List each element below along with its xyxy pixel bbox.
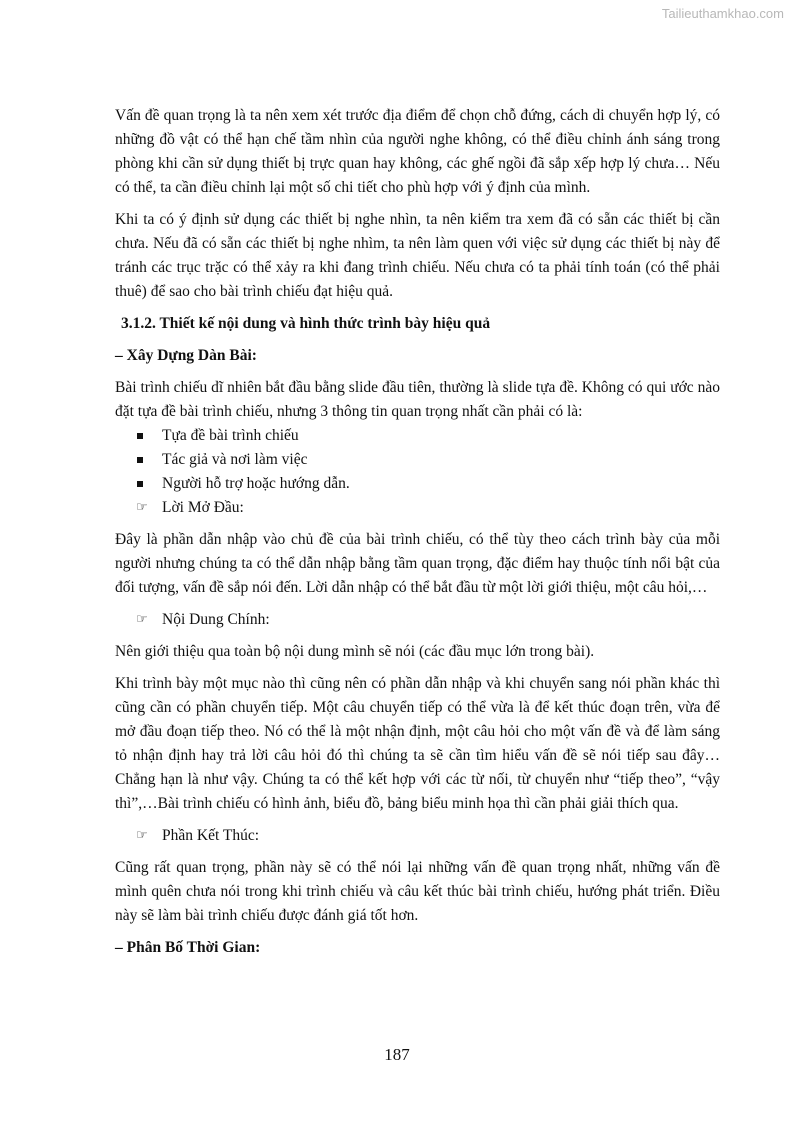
paragraph-venue: Vấn đề quan trọng là ta nên xem xét trước địa điểm để chọn chỗ đứng, cách di chuyển hợp lý, có những đồ vật có thể hạn chế tầm nhìn của người nghe không, có thể điều chỉnh ánh sáng trong phòng khi cần sử dụng thiết bị trực quan hay không, các ghế ngồi đã sắp xếp hợp lý chưa… Nếu có thể, ta cần điều chỉnh lại một số chi tiết cho phù hợp với ý định của mình. xyxy=(115,107,720,196)
pointing-hand-icon: ☞ xyxy=(136,612,148,627)
subsection-phan-ket-thuc xyxy=(115,824,720,848)
list-item-text: Người hỗ trợ hoặc hướng dẫn. xyxy=(162,475,350,492)
heading-xay-dung-dan-bai: – Xây Dựng Dàn Bài: xyxy=(115,347,257,364)
subsection-label: Lời Mở Đầu: xyxy=(162,499,244,516)
square-bullet-icon xyxy=(137,433,143,439)
list-item xyxy=(115,424,720,448)
paragraph-conclusion: Cũng rất quan trọng, phần này sẽ có thể nói lại những vấn đề quan trọng nhất, những vấn đề mình quên chưa nói trong khi trình chiếu và câu kết thúc bài trình chiếu, hướng phát triển. Điều này sẽ làm bài trình chiếu được đánh giá tốt hơn. xyxy=(115,859,720,924)
page-number: 187 xyxy=(384,1045,410,1064)
paragraph-main-content: Nên giới thiệu qua toàn bộ nội dung mình sẽ nói (các đầu mục lớn trong bài). xyxy=(115,643,595,660)
heading-phan-bo-thoi-gian: – Phân Bố Thời Gian: xyxy=(115,939,261,956)
subsection-noi-dung-chinh xyxy=(115,608,720,632)
list-item-text: Tác giả và nơi làm việc xyxy=(162,451,308,468)
list-item xyxy=(115,448,720,472)
list-item xyxy=(115,472,720,496)
watermark: Tailieuthamkhao.com xyxy=(661,6,784,21)
subsection-label: Phần Kết Thúc: xyxy=(162,827,260,844)
square-bullet-icon xyxy=(137,457,143,463)
paragraph-equipment: Khi ta có ý định sử dụng các thiết bị nghe nhìn, ta nên kiểm tra xem đã có sẵn các thiết bị cần chưa. Nếu đã có sẵn các thiết bị nghe nhìm, ta nên làm quen với việc sử dụng các thiết bị này để tránh các trục trặc có thể xảy ra khi đang trình chiếu. Nếu chưa có ta phải tính toán (có thể phải thuê) để sao cho bài trình chiếu đạt hiệu quả. xyxy=(115,211,720,300)
square-bullet-icon xyxy=(137,481,143,487)
paragraph-transitions: Khi trình bày một mục nào thì cũng nên có phần dẫn nhập và khi chuyển sang nói phần khác thì cũng cần có phần chuyển tiếp. Một câu chuyển tiếp có thể vừa là để kết thúc đoạn trên, vừa để mở đầu đoạn tiếp theo. Nó có thể là một nhận định, một câu hỏi cho một vấn đề và để làm sáng tỏ nhận định hay trả lời câu hỏi đó thì chúng ta sẽ cần tìm hiểu vấn đề sẽ nói tiếp sau đây…Chẳng hạn là như vậy. Chúng ta có thể kết hợp với các từ nối, từ chuyển như “tiếp theo”, “vậy thì”,…Bài trình chiếu có hình ảnh, biểu đồ, bảng biểu minh họa thì cần phải giải thích qua. xyxy=(115,675,720,812)
bullet-list xyxy=(115,424,720,496)
list-item-text: Tựa đề bài trình chiếu xyxy=(162,427,299,444)
page-content xyxy=(115,104,720,968)
paragraph-introduction: Đây là phần dẫn nhập vào chủ đề của bài trình chiếu, có thể tùy theo cách trình bày của mỗi người nhưng chúng ta có thể dẫn nhập bằng tầm quan trọng, đặc điểm hay thuộc tính nổi bật của đối tượng, vấn đề sắp nói đến. Lời dẫn nhập có thể bắt đầu từ một lời giới thiệu, một câu hỏi,… xyxy=(115,531,720,596)
pointing-hand-icon: ☞ xyxy=(136,828,148,843)
paragraph-title-slide: Bài trình chiếu dĩ nhiên bắt đầu bằng slide đầu tiên, thường là slide tựa đề. Không có qui ước nào đặt tựa đề bài trình chiếu, nhưng 3 thông tin quan trọng nhất cần phải có là: xyxy=(115,379,720,420)
pointing-hand-icon: ☞ xyxy=(136,500,148,515)
section-heading-3-1-2: 3.1.2. Thiết kế nội dung và hình thức trình bày hiệu quả xyxy=(121,315,491,332)
subsection-loi-mo-dau xyxy=(115,496,720,520)
subsection-label: Nội Dung Chính: xyxy=(162,611,270,628)
